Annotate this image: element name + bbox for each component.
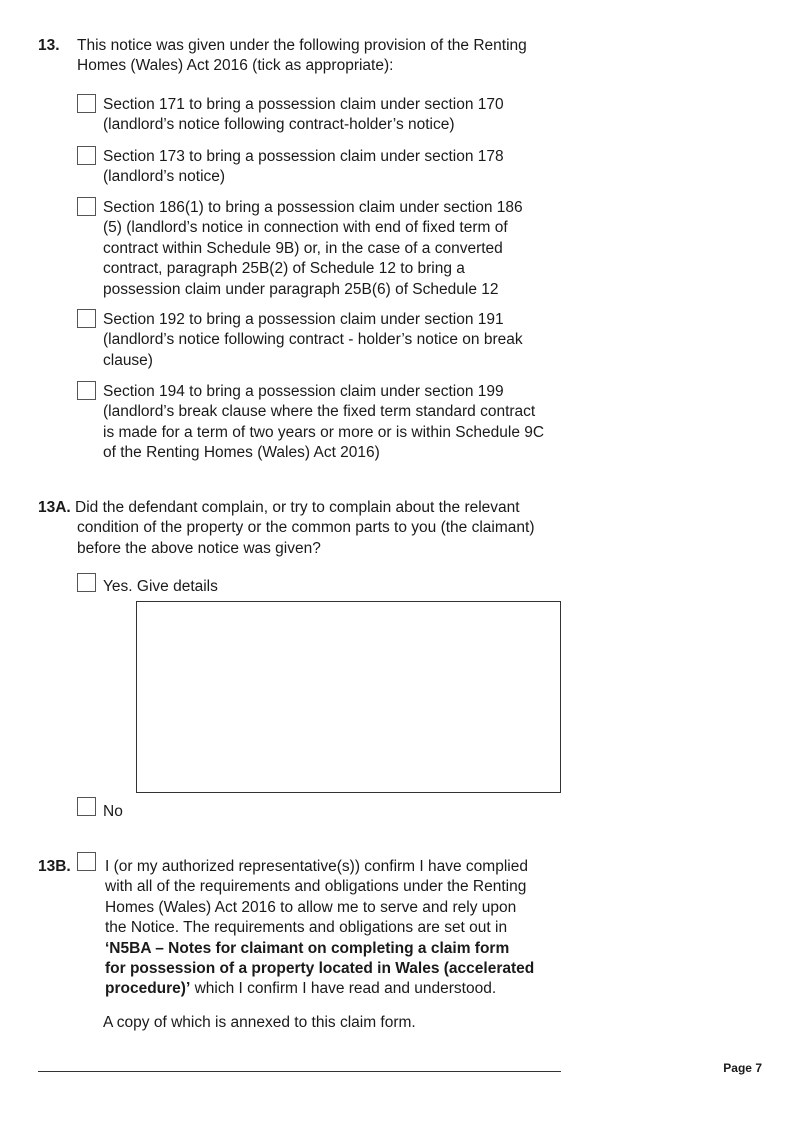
page-number: Page 7 bbox=[723, 1061, 762, 1075]
q13b-confirmation-text: I (or my authorized representative(s)) confirm I have complied with all of the requirements and obligations under the Renting Homes (Wales) Act 2016 to allow me to serve and rely upon the Notice. The requirements and obligations are set out in ‘N5BA – Notes for claimant on completing a claim form for possession of a property located in Wales (accelerated procedure)’ which I confirm I have read and understood. bbox=[105, 858, 535, 998]
n5ba-notes-title: ‘N5BA – Notes for claimant on completing a claim form bbox=[105, 939, 510, 957]
q13a-no-label: No bbox=[103, 803, 123, 820]
q13-option-173-checkbox[interactable] bbox=[77, 146, 96, 165]
q13-option-194-label: Section 194 to bring a possession claim under section 199 (landlord’s break clause where the fixed term standard contract is made for a term of two years or more or is within Schedule 9C of the Renting Homes (Wales) Act 2016) bbox=[103, 383, 545, 462]
q13a-no-checkbox[interactable] bbox=[77, 797, 96, 816]
q13a-details-field[interactable] bbox=[136, 601, 561, 793]
footer-divider bbox=[38, 1071, 561, 1072]
q13b-confirm-checkbox[interactable] bbox=[77, 852, 96, 871]
q13-option-194-checkbox[interactable] bbox=[77, 381, 96, 400]
q13b-number: 13B. bbox=[38, 858, 71, 875]
q13-option-192-label: Section 192 to bring a possession claim under section 191 (landlord’s notice following contract - holder’s notice on break clause) bbox=[103, 311, 523, 369]
q13-option-171-label: Section 171 to bring a possession claim under section 170 (landlord’s notice following contract-holder’s notice) bbox=[103, 96, 504, 134]
q13-option-171-checkbox[interactable] bbox=[77, 94, 96, 113]
q13-option-186-label: Section 186(1) to bring a possession claim under section 186 (5) (landlord’s notice in connection with end of fixed term of contract within Schedule 9B) or, in the case of a converted contract, paragraph 25B(2) of Schedule 12 to bring a possession claim under paragraph 25B(6) of Schedule 12 bbox=[103, 199, 523, 298]
q13a-number: 13A. bbox=[38, 499, 71, 516]
q13-number: 13. bbox=[38, 37, 60, 54]
q13-text: This notice was given under the following provision of the Renting Homes (Wales) Act 2016 (tick as appropriate): bbox=[77, 37, 527, 75]
q13a-text: Did the defendant complain, or try to complain about the relevant condition of the property or the common parts to you (the claimant) before the above notice was given? bbox=[75, 499, 535, 557]
q13-option-192-checkbox[interactable] bbox=[77, 309, 96, 328]
q13a-yes-checkbox[interactable] bbox=[77, 573, 96, 592]
q13-option-173-label: Section 173 to bring a possession claim under section 178 (landlord’s notice) bbox=[103, 148, 504, 186]
q13a-yes-label: Yes. Give details bbox=[103, 578, 218, 595]
q13-option-186-checkbox[interactable] bbox=[77, 197, 96, 216]
q13b-annex-text: A copy of which is annexed to this claim form. bbox=[103, 1014, 416, 1031]
